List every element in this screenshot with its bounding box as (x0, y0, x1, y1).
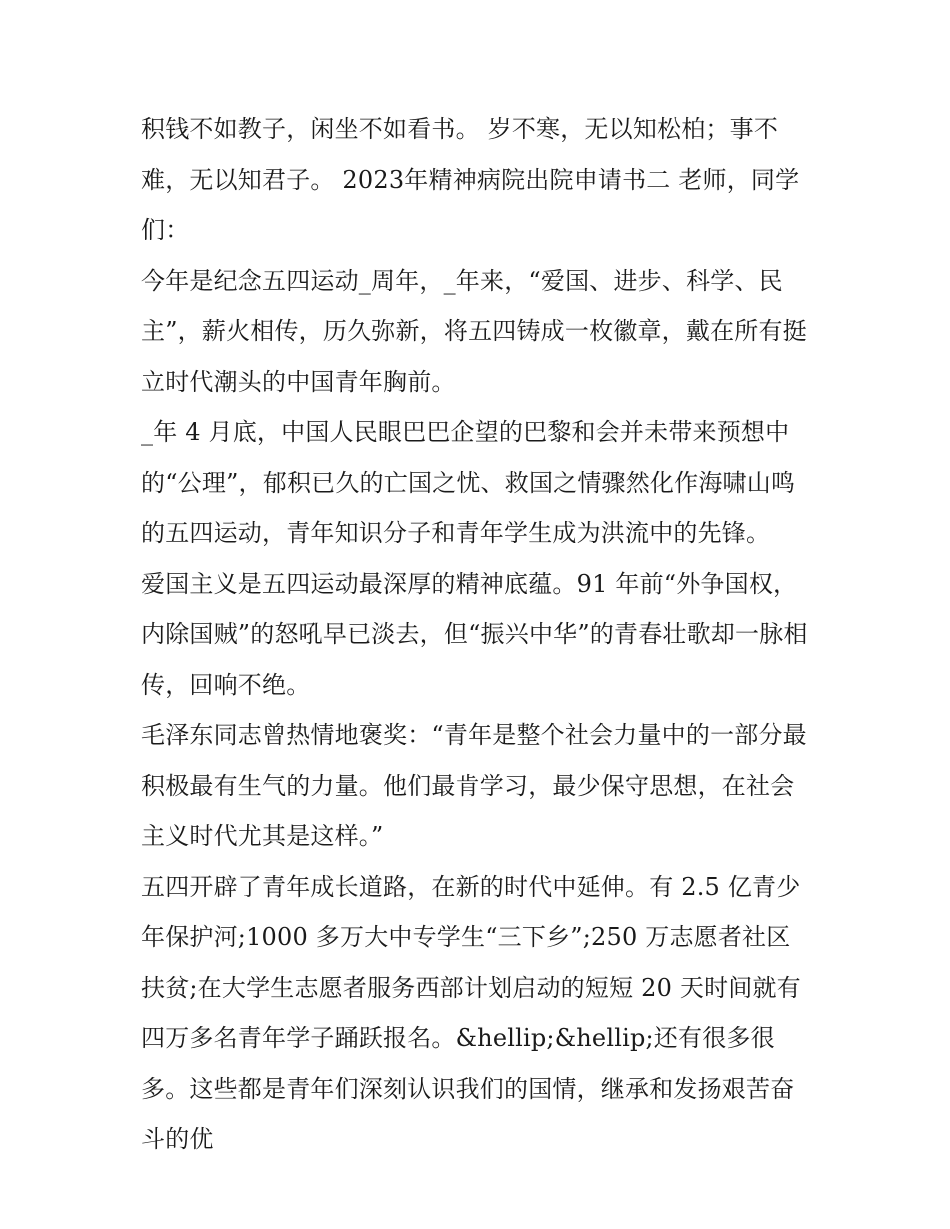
paragraph-paris-peace-conference: _年 4 月底，中国人民眼巴巴企望的巴黎和会并未带来预想中的“公理”，郁积已久的亡国之忧、救国之情骤然化作海啸山鸣的五四运动，青年知识分子和青年学生成为洪流中的先锋。 (141, 418, 796, 547)
paragraph-patriotism: 爱国主义是五四运动最深厚的精神底蕴。91 年前“外争国权，内除国贼”的怒吼早已淡去，但“振兴中华”的青春壮歌却一脉相传，回响不绝。 (141, 569, 808, 699)
paragraph-mao-quote: 毛泽东同志曾热情地褒奖：“青年是整个社会力量中的一部分最积极最有生气的力量。他们最肯学习，最少保守思想，在社会主义时代尤其是这样。” (141, 721, 807, 850)
paragraph-youth-growth: 五四开辟了青年成长道路，在新的时代中延伸。有 2.5 亿青少年保护河;1000 多万大中专学生“三下乡”;250 万志愿者社区扶贫;在大学生志愿者服务西部计划启动的短短 20 天时间就有四万多名青年学子踊跃报名。&hellip;&hellip;还有很多很多。这些都是青年们深刻认识我们的国情，继承和发扬艰苦奋斗的优 (141, 872, 801, 1153)
paragraph-may-fourth-anniversary: 今年是纪念五四运动_周年，_年来，“爱国、进步、科学、民主”，薪火相传，历久弥新，将五四铸成一枚徽章，戴在所有挺立时代潮头的中国青年胸前。 (141, 266, 807, 396)
document-body (141, 104, 813, 1165)
paragraph-intro: 积钱不如教子，闲坐不如看书。 岁不寒，无以知松柏；事不难，无以知君子。 2023年精神病院出院申请书二 老师，同学们： (141, 115, 800, 244)
